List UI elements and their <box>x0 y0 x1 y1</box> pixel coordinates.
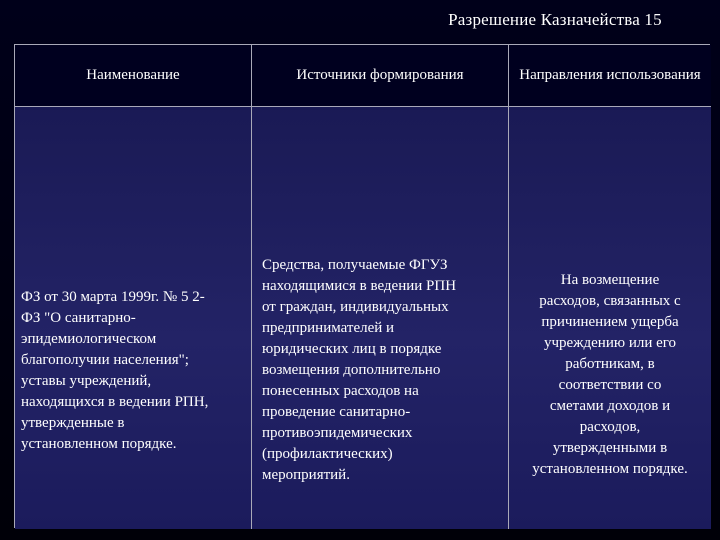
sources-line: мероприятий. <box>262 467 350 483</box>
usage-line: расходов, связанных с <box>539 293 681 309</box>
usage-line: работникам, в <box>565 356 655 372</box>
name-line: ФЗ "О санитарно- <box>21 310 136 326</box>
usage-line: сметами доходов и <box>549 398 671 414</box>
name-line: уставы учреждений, <box>21 373 152 389</box>
treasury-table <box>14 44 710 528</box>
header-sources: Источники формирования <box>252 45 509 107</box>
name-line: установленном порядке. <box>21 436 177 452</box>
usage-line: На возмещение <box>560 272 660 288</box>
sources-line: (профилактических) <box>262 446 393 462</box>
slide-title: Разрешение Казначейства 15 <box>448 10 662 29</box>
name-line: ФЗ от 30 марта 1999г. № 5 2- <box>21 289 205 305</box>
sources-line: предпринимателей и <box>262 320 395 336</box>
cell-sources <box>252 107 509 529</box>
cell-usage <box>509 107 711 529</box>
name-line: эпидемиологическом <box>21 331 157 347</box>
usage-line: утвержденными в <box>552 440 668 456</box>
cell-name <box>15 107 252 529</box>
name-line: находящихся в ведении РПН, <box>21 394 209 410</box>
usage-line: причинением ущерба <box>541 314 679 330</box>
sources-line: от граждан, индивидуальных <box>262 299 449 315</box>
usage-line: соответствии со <box>558 377 662 393</box>
sources-line: понесенных расходов на <box>262 383 419 399</box>
usage-line: расходов, <box>579 419 641 435</box>
sources-line: находящимися в ведении РПН <box>262 278 457 294</box>
sources-line: юридических лиц в порядке <box>262 341 442 357</box>
name-line: утвержденные в <box>21 415 125 431</box>
header-name: Наименование <box>15 45 252 107</box>
sources-line: противоэпидемических <box>262 425 413 441</box>
sources-line: возмещения дополнительно <box>262 362 441 378</box>
header-usage: Направления использования <box>509 45 711 107</box>
name-line: благополучии населения"; <box>21 352 189 368</box>
usage-line: учреждению или его <box>543 335 677 351</box>
sources-line: проведение санитарно- <box>262 404 411 420</box>
sources-line: Средства, получаемые ФГУЗ <box>262 257 448 273</box>
usage-line: установленном порядке. <box>532 461 688 477</box>
